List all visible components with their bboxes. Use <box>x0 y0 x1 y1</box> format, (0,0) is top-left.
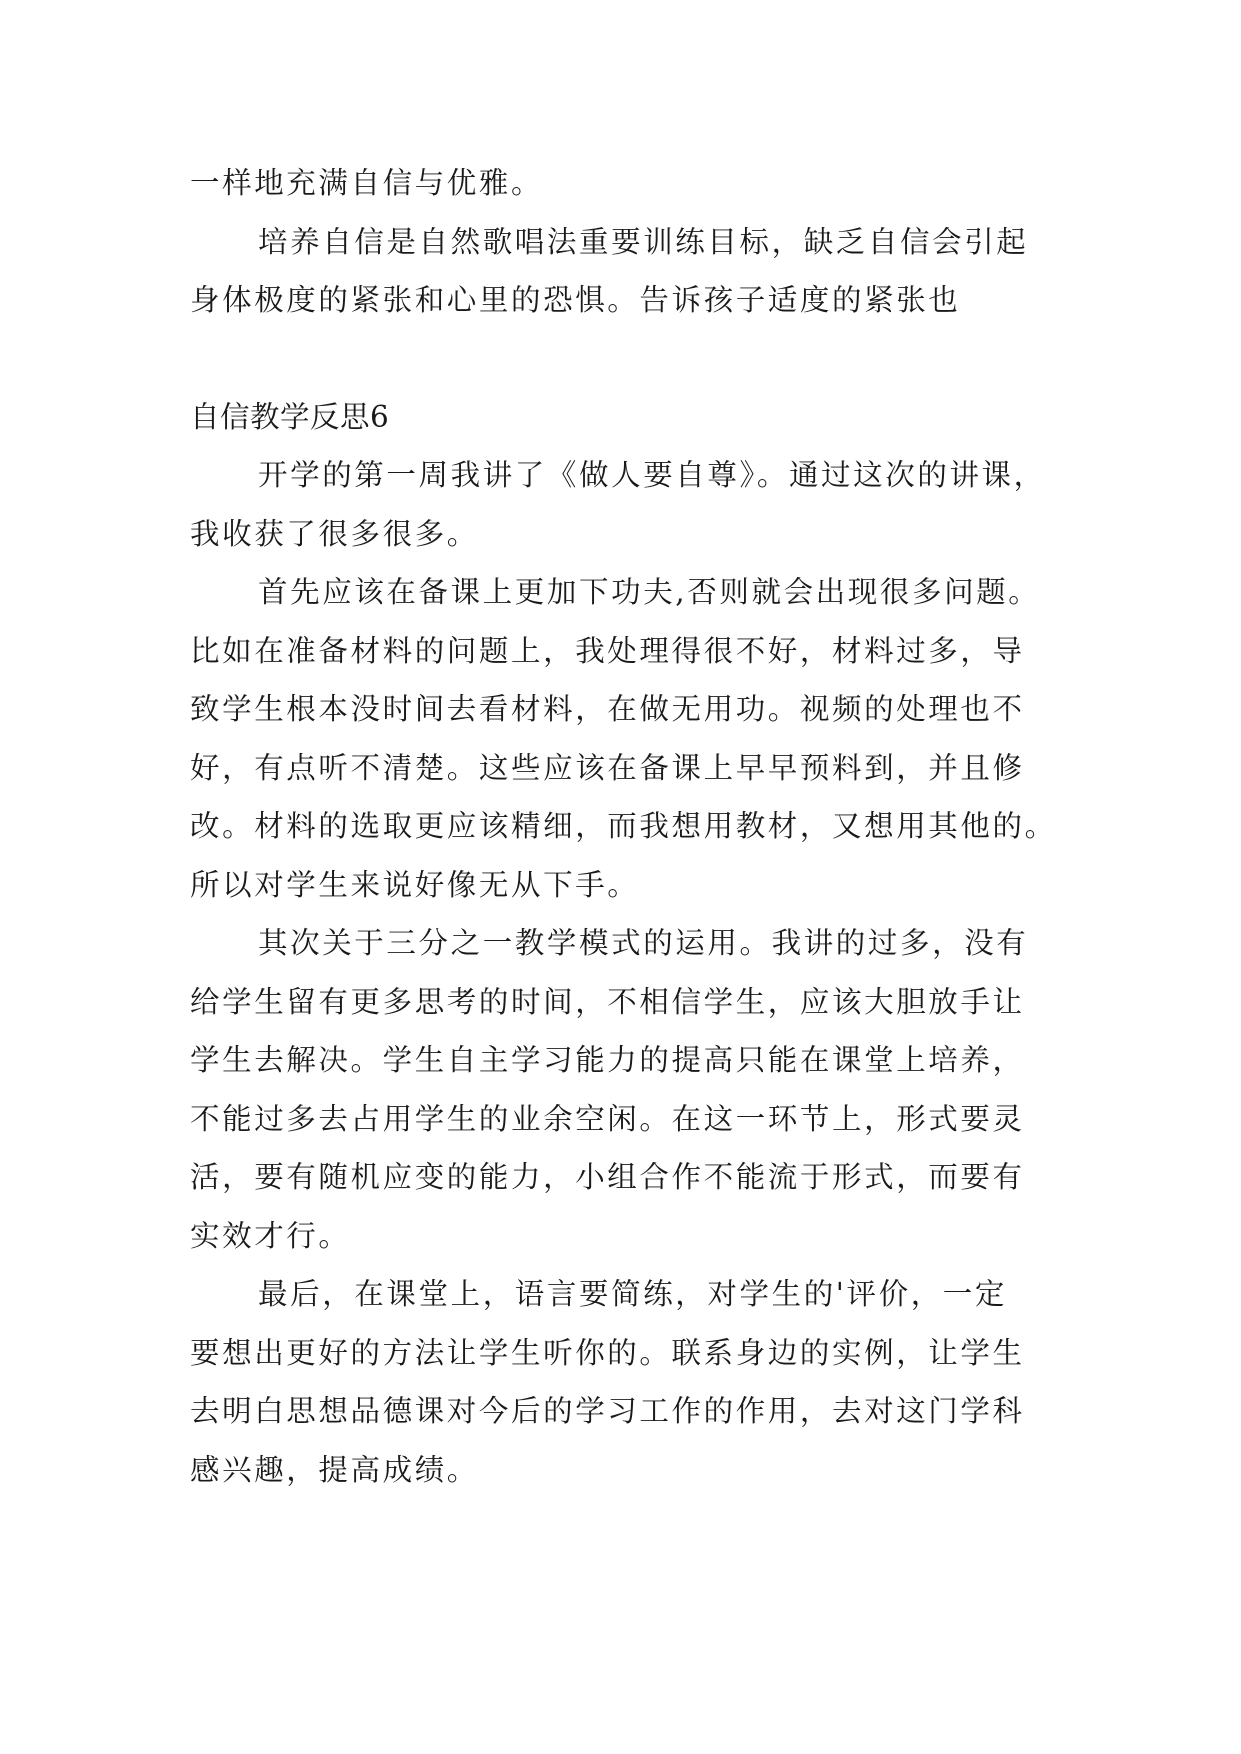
paragraph-line: 致学生根本没时间去看材料，在做无用功。视频的处理也不 <box>190 692 1025 726</box>
paragraph-line: 不能过多去占用学生的业余空闲。在这一环节上，形式要灵 <box>190 1101 1025 1136</box>
paragraph-line: 给学生留有更多思考的时间，不相信学生，应该大胆放手让 <box>190 984 1025 1019</box>
paragraph-line: 改。材料的选取更应该精细，而我想用教材，又想用其他的。 <box>190 809 1057 843</box>
paragraph-line: 好，有点听不清楚。这些应该在备课上早早预料到，并且修 <box>190 750 1025 785</box>
paragraph-line: 其次关于三分之一教学模式的运用。我讲的过多，没有 <box>258 926 1029 960</box>
paragraph-line: 感兴趣，提高成绩。 <box>190 1452 479 1487</box>
paragraph-line: 首先应该在备课上更加下功夫,否则就会出现很多问题。 <box>258 575 1041 609</box>
paragraph-line: 我收获了很多很多。 <box>190 516 479 551</box>
paragraph-line: 比如在准备材料的问题上，我处理得很不好，材料过多，导 <box>190 633 1025 668</box>
paragraph-line: 要想出更好的方法让学生听你的。联系身边的实例，让学生 <box>190 1335 1025 1370</box>
paragraph-line: 所以对学生来说好像无从下手。 <box>190 867 640 902</box>
paragraph-line: 去明白思想品德课对今后的学习工作的作用，去对这门学科 <box>190 1394 1025 1428</box>
paragraph-line: 学生去解决。学生自主学习能力的提高只能在课堂上培养， <box>190 1043 1025 1077</box>
section-gap <box>190 330 1050 388</box>
paragraph-line: 实效才行。 <box>190 1218 351 1253</box>
paragraph-line: 活，要有随机应变的能力，小组合作不能流于形式，而要有 <box>190 1160 1025 1194</box>
paragraph-line: 开学的第一周我讲了《做人要自尊》。通过这次的讲课， <box>258 458 1046 492</box>
document-body <box>190 154 1057 1499</box>
paragraph-line: 培养自信是自然歌唱法重要训练目标，缺乏自信会引起 <box>258 224 1029 259</box>
continuation-line: 一样地充满自信与优雅。 <box>190 166 544 200</box>
paragraph-line: 最后，在课堂上，语言要简练，对学生的'评价，一定 <box>258 1277 1008 1311</box>
paragraph-line: 身体极度的紧张和心里的恐惧。告诉孩子适度的紧张也 <box>190 283 961 317</box>
section-title: 自信教学反思6 <box>190 399 390 434</box>
